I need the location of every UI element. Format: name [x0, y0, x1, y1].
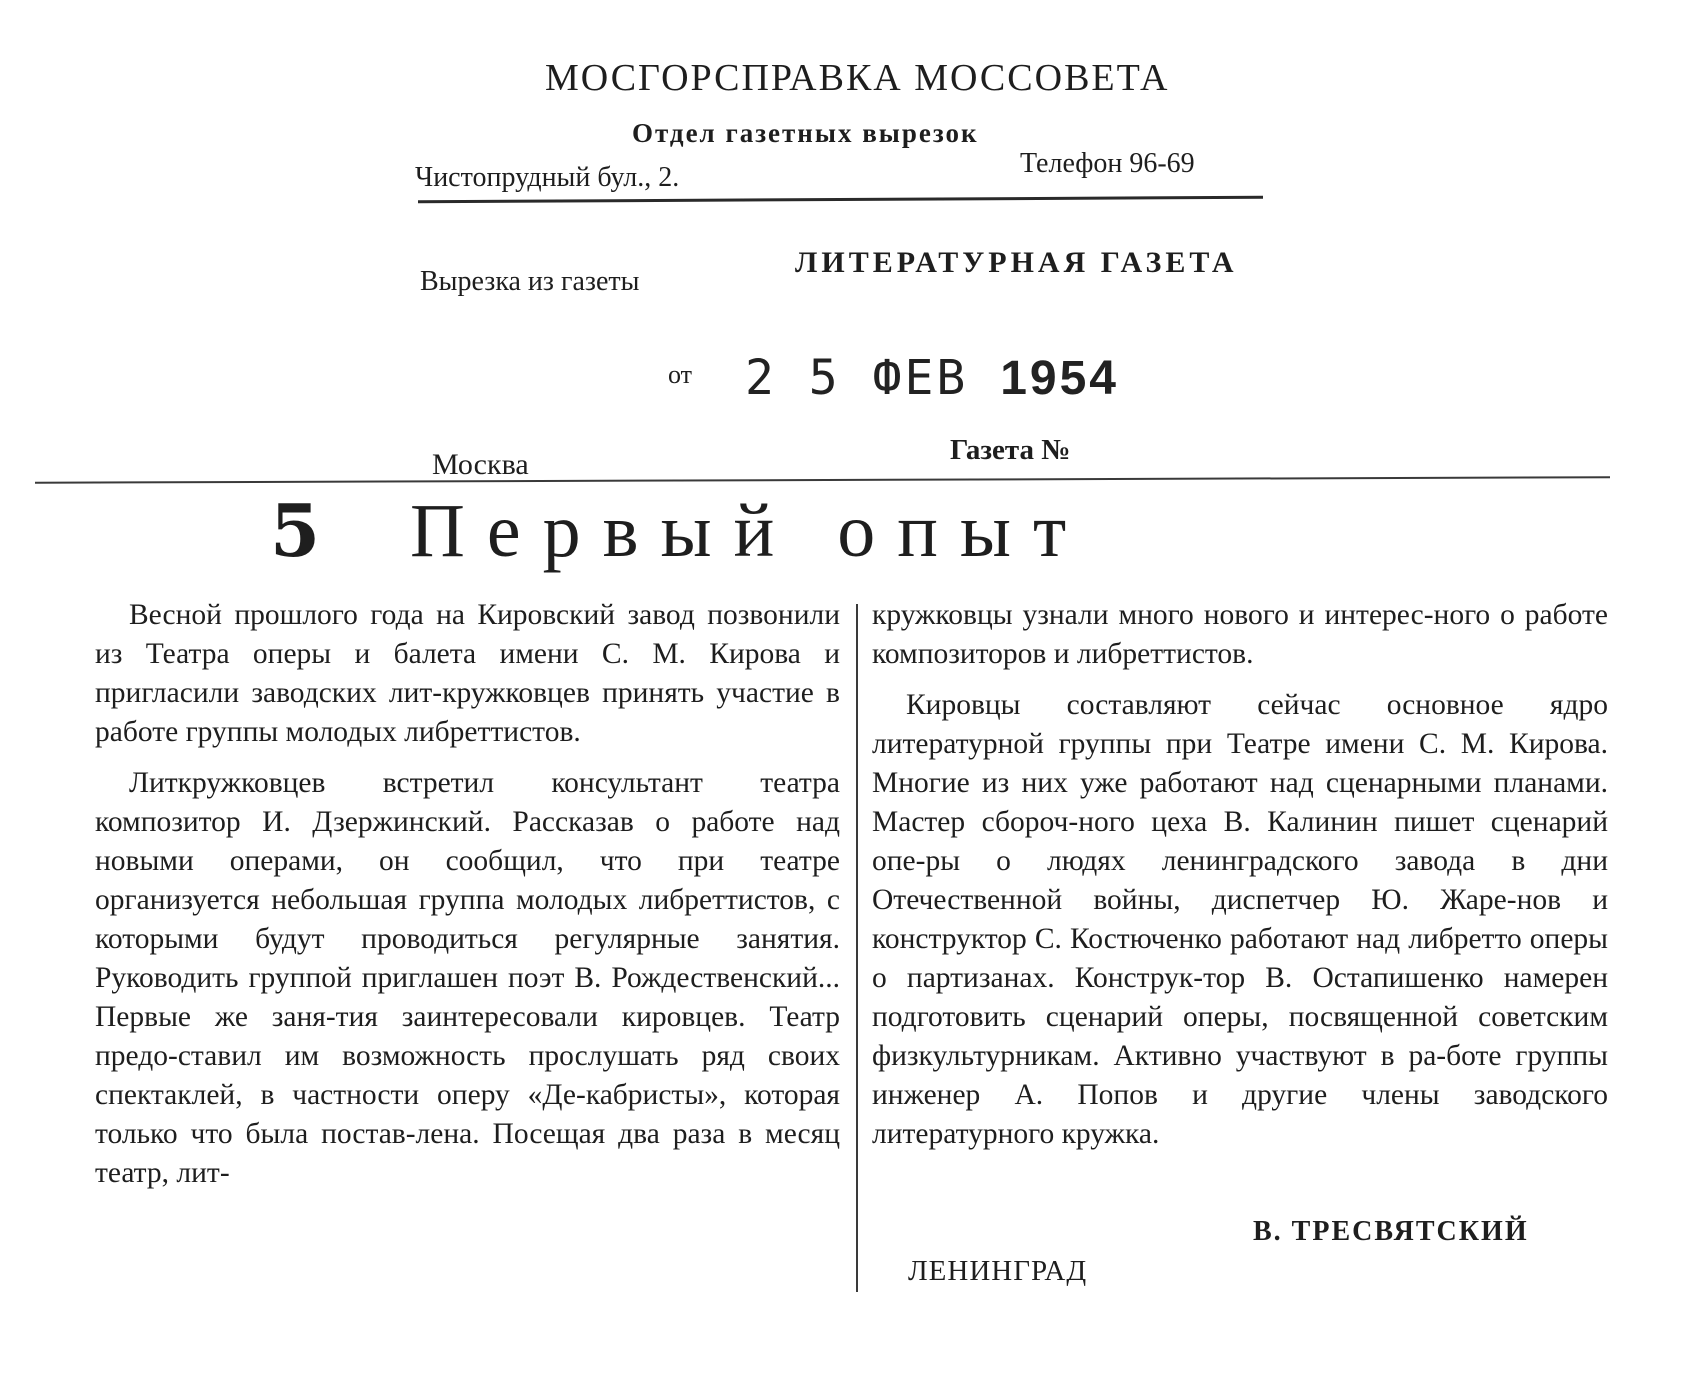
gazette-number-label: Газета № — [950, 434, 1071, 466]
article-column-right — [872, 596, 1608, 1154]
author-signature: В. ТРЕСВЯТСКИЙ — [1253, 1216, 1529, 1247]
city: Москва — [432, 448, 529, 481]
date-stamp — [745, 350, 1119, 406]
paragraph: Кировцы составляют сейчас основное ядро литературной группы при Театре имени С. М. Кирова. Многие из них уже работают над сценарными планами. Мастер сбороч-ного цеха В. Калинин пишет сценарий опе-ры о людях ленинградского завода в дни Отечественной войны, диспетчер Ю. Жаре-нов и конструктор С. Костюченко работают над либретто оперы о партизанах. Конструк-тор В. Остапишенко намерен подготовить сценарий оперы, посвященной советским физкультурникам. Активно участвуют в ра-боте группы инженер А. Попов и другие члены заводского литературного кружка. — [872, 689, 1608, 1150]
date-stamp-day-month: 2 5 ФЕВ — [745, 350, 969, 406]
paragraph: кружковцы узнали много нового и интерес-ного о работе композиторов и либреттистов. — [872, 599, 1608, 670]
paragraph: Литкружковцев встретил консультант театра композитор И. Дзержинский. Рассказав о работе над новыми операми, он сообщил, что при театре организуется небольшая группа молодых либреттистов, с которыми будут проводиться регулярные занятия. Руководить группой приглашен поэт В. Рождественский... Первые же заня-тия заинтересовали кировцев. Театр предо-ставил им возможность прослушать ряд своих спектаклей, в частности оперу «Де-кабристы», которая только что была постав-лена. Посещая два раза в месяц театр, лит- — [95, 767, 840, 1189]
phone: Телефон 96-69 — [1020, 148, 1195, 179]
clipping-label: Вырезка из газеты — [420, 266, 640, 297]
clipping-divider — [35, 476, 1610, 483]
address: Чистопрудный бул., 2. — [415, 162, 680, 193]
date-stamp-year: 1954 — [1000, 352, 1119, 405]
column-divider — [856, 604, 858, 1292]
paragraph: Весной прошлого года на Кировский завод позвонили из Театра оперы и балета имени С. М. Кирова и пригласили заводских лит-кружковцев принять участие в работе группы молодых либреттистов. — [95, 599, 840, 748]
newspaper-name: ЛИТЕРАТУРНАЯ ГАЗЕТА — [795, 246, 1238, 279]
department-name: Отдел газетных вырезок — [632, 118, 979, 148]
article-column-left — [95, 596, 840, 1193]
date-prefix: от — [668, 360, 693, 389]
article-headline: Первый опыт — [410, 489, 1089, 573]
header-divider — [418, 196, 1263, 203]
dateline-place: ЛЕНИНГРАД — [908, 1255, 1088, 1287]
handwritten-mark: 5 — [270, 488, 321, 573]
agency-name: МОСГОРСПРАВКА МОССОВЕТА — [545, 57, 1170, 99]
